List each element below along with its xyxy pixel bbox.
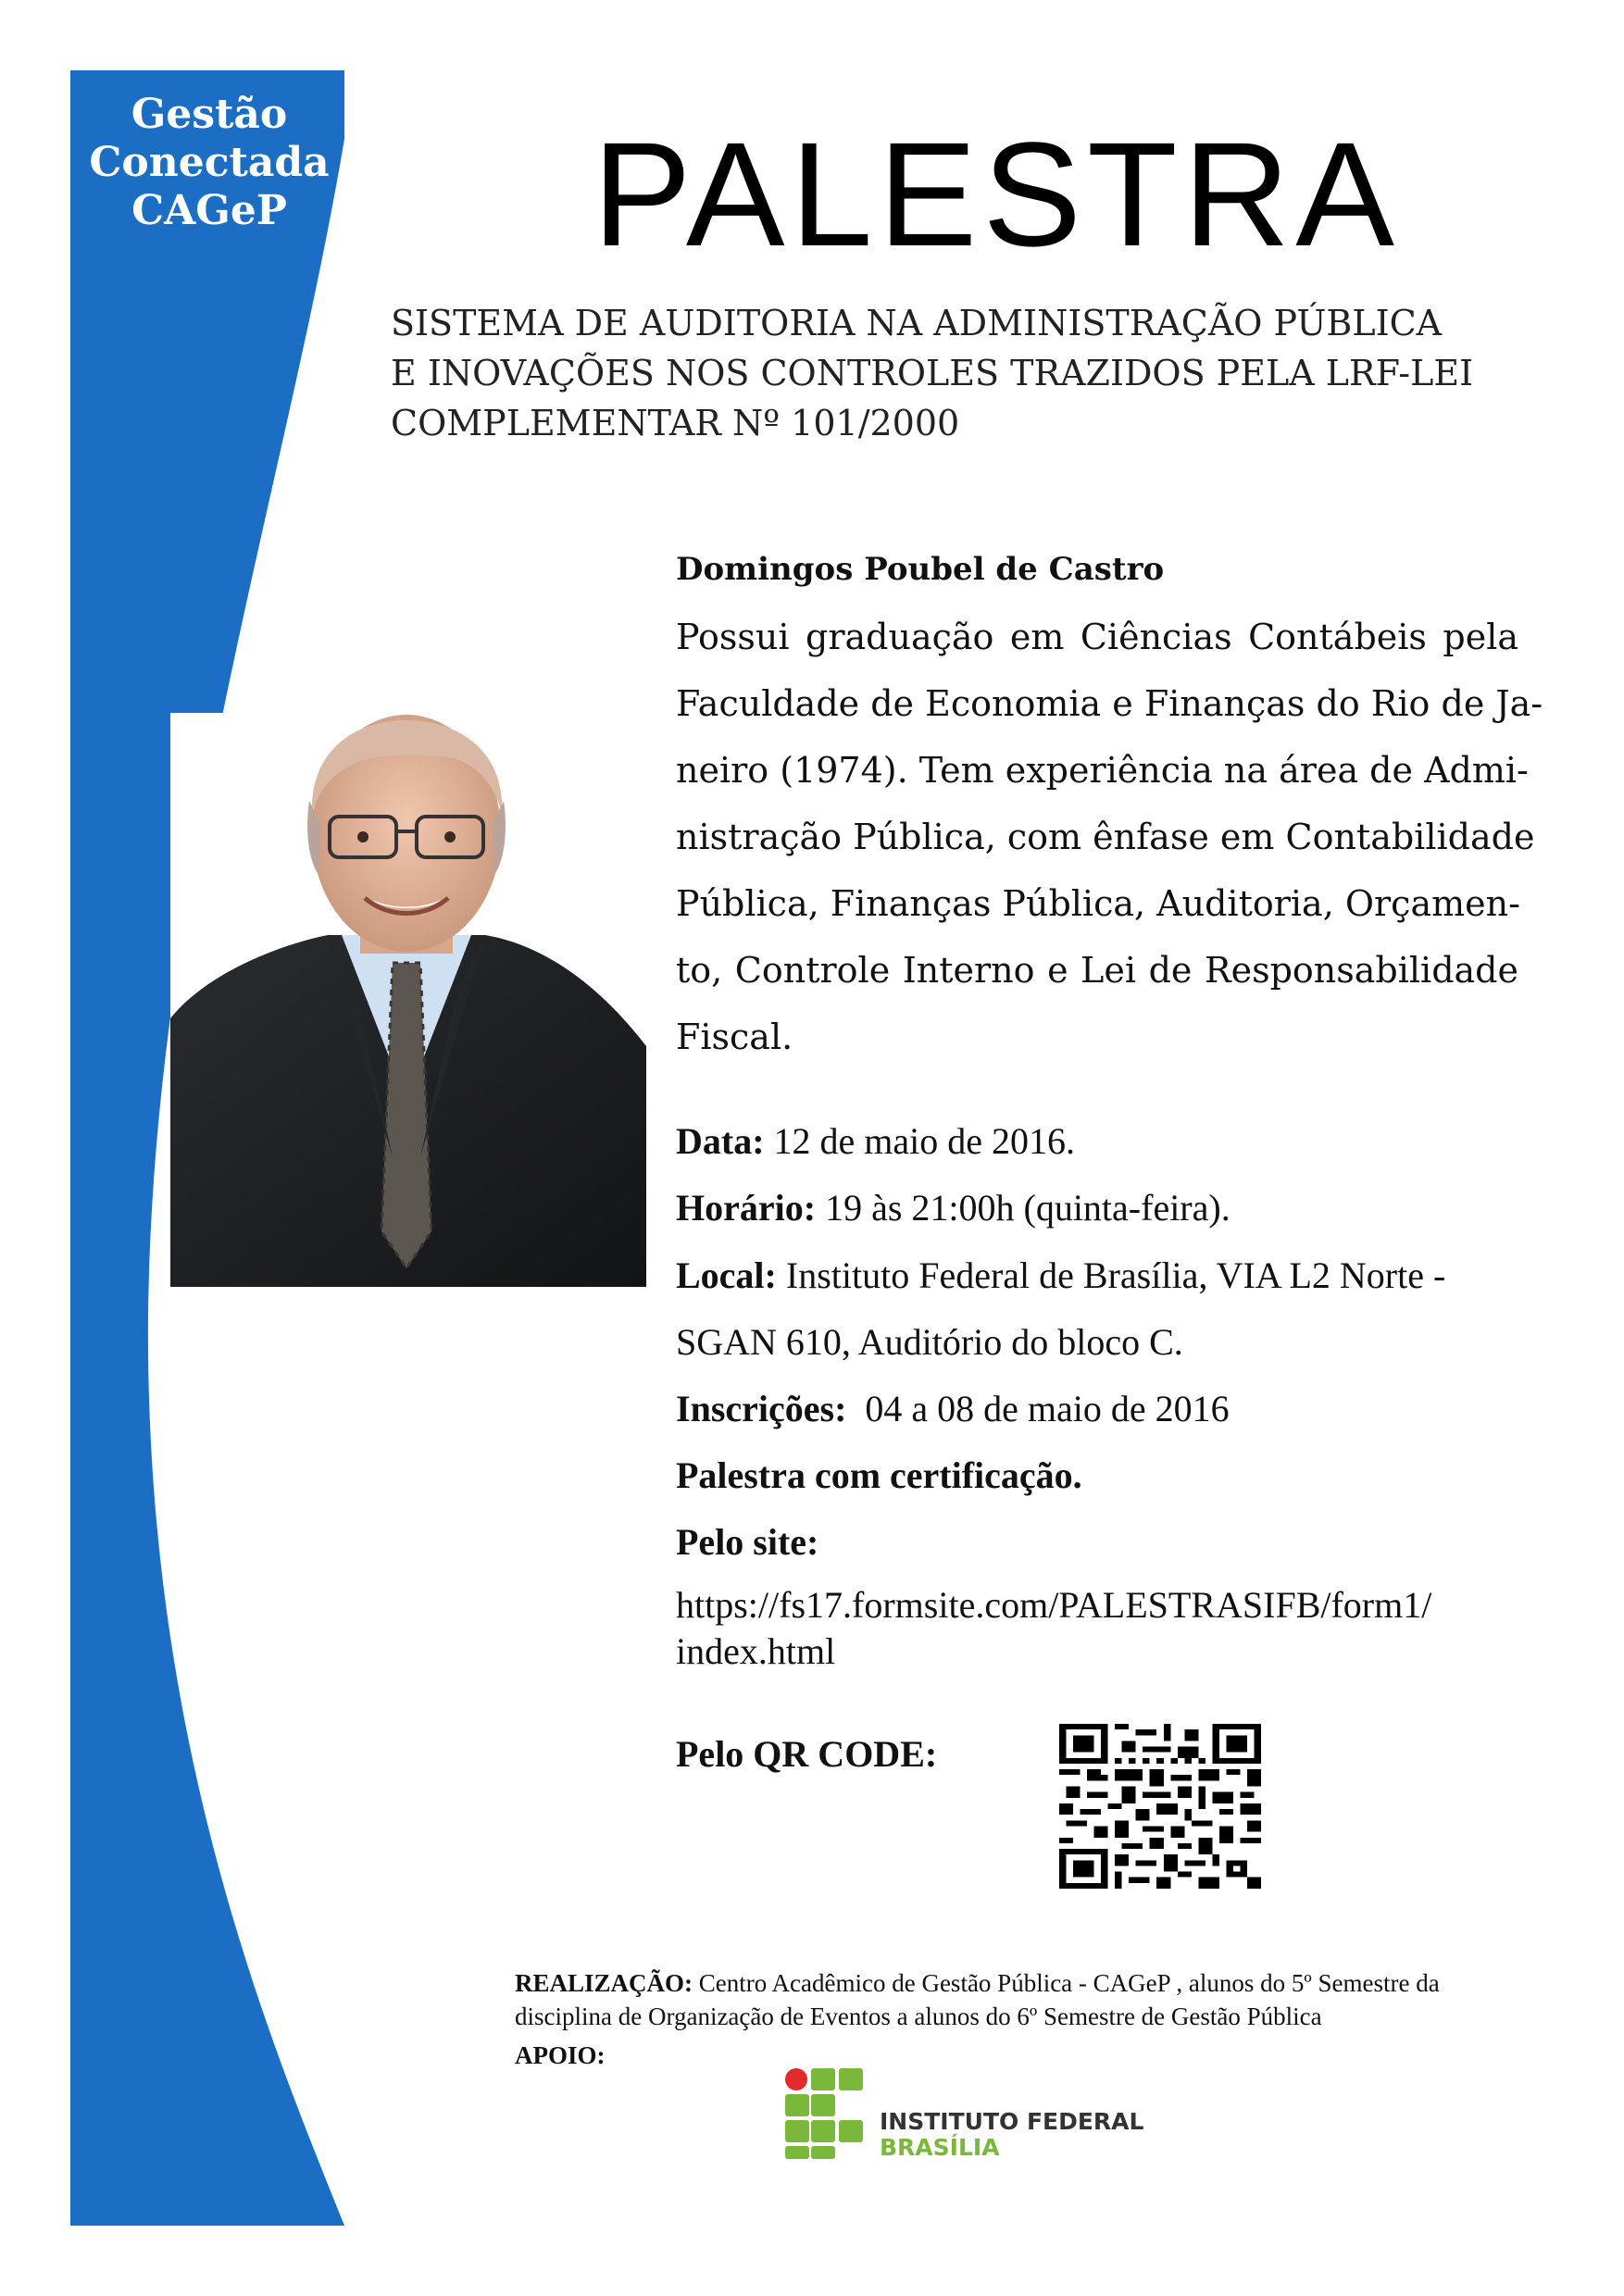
qr-label: Pelo QR CODE: [676,1733,938,1775]
certification-note [676,1453,1082,1499]
subtitle-line-1: SISTEMA DE AUDITORIA NA ADMINISTRAÇÃO PÚBLICA [391,303,1443,343]
bio-line: to, Controle Interno e Lei de Responsabilidade [676,950,1518,991]
realizacao-label: REALIZAÇÃO: [515,1969,693,1997]
subtitle-line-3: COMPLEMENTAR Nº 101/2000 [391,403,960,443]
registration-value: 04 a 08 de maio de 2016 [846,1388,1230,1429]
headline: PALESTRA [593,111,1400,277]
date-label: Data: [676,1120,765,1162]
subtitle-line-2: E INOVAÇÕES NOS CONTROLES TRAZIDOS PELA LRF-LEI [391,353,1474,393]
qr-code[interactable] [1059,1724,1261,1889]
bio-line: neiro (1974). Tem experiência na área de Admi- [676,750,1529,791]
realizacao-text-1: Centro Acadêmico de Gestão Pública - CAGeP , alunos do 5º Semestre da [693,1969,1440,1997]
subtitle [391,298,1539,448]
location-value-line-1: Instituto Federal de Brasília, VIA L2 Norte - [776,1254,1446,1296]
brand-line-1: Gestão [131,91,288,138]
site-label-row [676,1519,818,1566]
bio-line: Fiscal. [676,1017,793,1057]
bio-line: Pública, Finanças Pública, Auditoria, Orçamen- [676,883,1520,924]
apoio-row [515,2039,606,2072]
sponsor-name-line-1: INSTITUTO FEDERAL [880,2108,1144,2135]
realizacao-line-1 [515,1966,1440,2000]
qr-label-row [676,1731,937,1778]
bio-line: Faculdade de Economia e Finanças do Rio de Ja- [676,683,1543,724]
bio-line: nistração Pública, com ênfase em Contabilidade [676,817,1535,857]
event-time [676,1185,1230,1231]
brand-line-3: CAGeP [131,187,287,234]
apoio-label: APOIO: [515,2041,606,2069]
speaker-photo [170,713,646,1287]
instituto-federal-name [880,2109,1143,2161]
time-label: Horário: [676,1187,817,1229]
date-value: 12 de maio de 2016. [764,1120,1076,1162]
sponsor-name-line-2: BRASÍLIA [880,2134,1000,2161]
realizacao-line-2: disciplina de Organização de Eventos a alunos do 6º Semestre de Gestão Pública [515,2003,1322,2030]
speaker-bio [676,604,1543,1070]
site-url-line-1[interactable]: https://fs17.formsite.com/PALESTRASIFB/form1/ [676,1584,1432,1626]
event-location [676,1253,1445,1299]
event-registration [676,1386,1230,1432]
site-label: Pelo site: [676,1521,819,1563]
site-url-line-2[interactable]: index.html [676,1630,836,1672]
bio-line: Possui graduação em Ciências Contábeis pela [676,617,1518,657]
location-label: Local: [676,1254,777,1296]
brand-title [70,91,348,235]
event-location-line-2: SGAN 610, Auditório do bloco C. [676,1321,1183,1363]
registration-label: Inscrições: [676,1388,847,1429]
event-date [676,1118,1075,1165]
time-value: 19 às 21:00h (quinta-feira). [816,1187,1230,1229]
certification-text: Palestra com certificação. [676,1454,1082,1496]
speaker-name: Domingos Poubel de Castro [676,551,1165,588]
brand-line-2: Conectada [89,139,330,186]
